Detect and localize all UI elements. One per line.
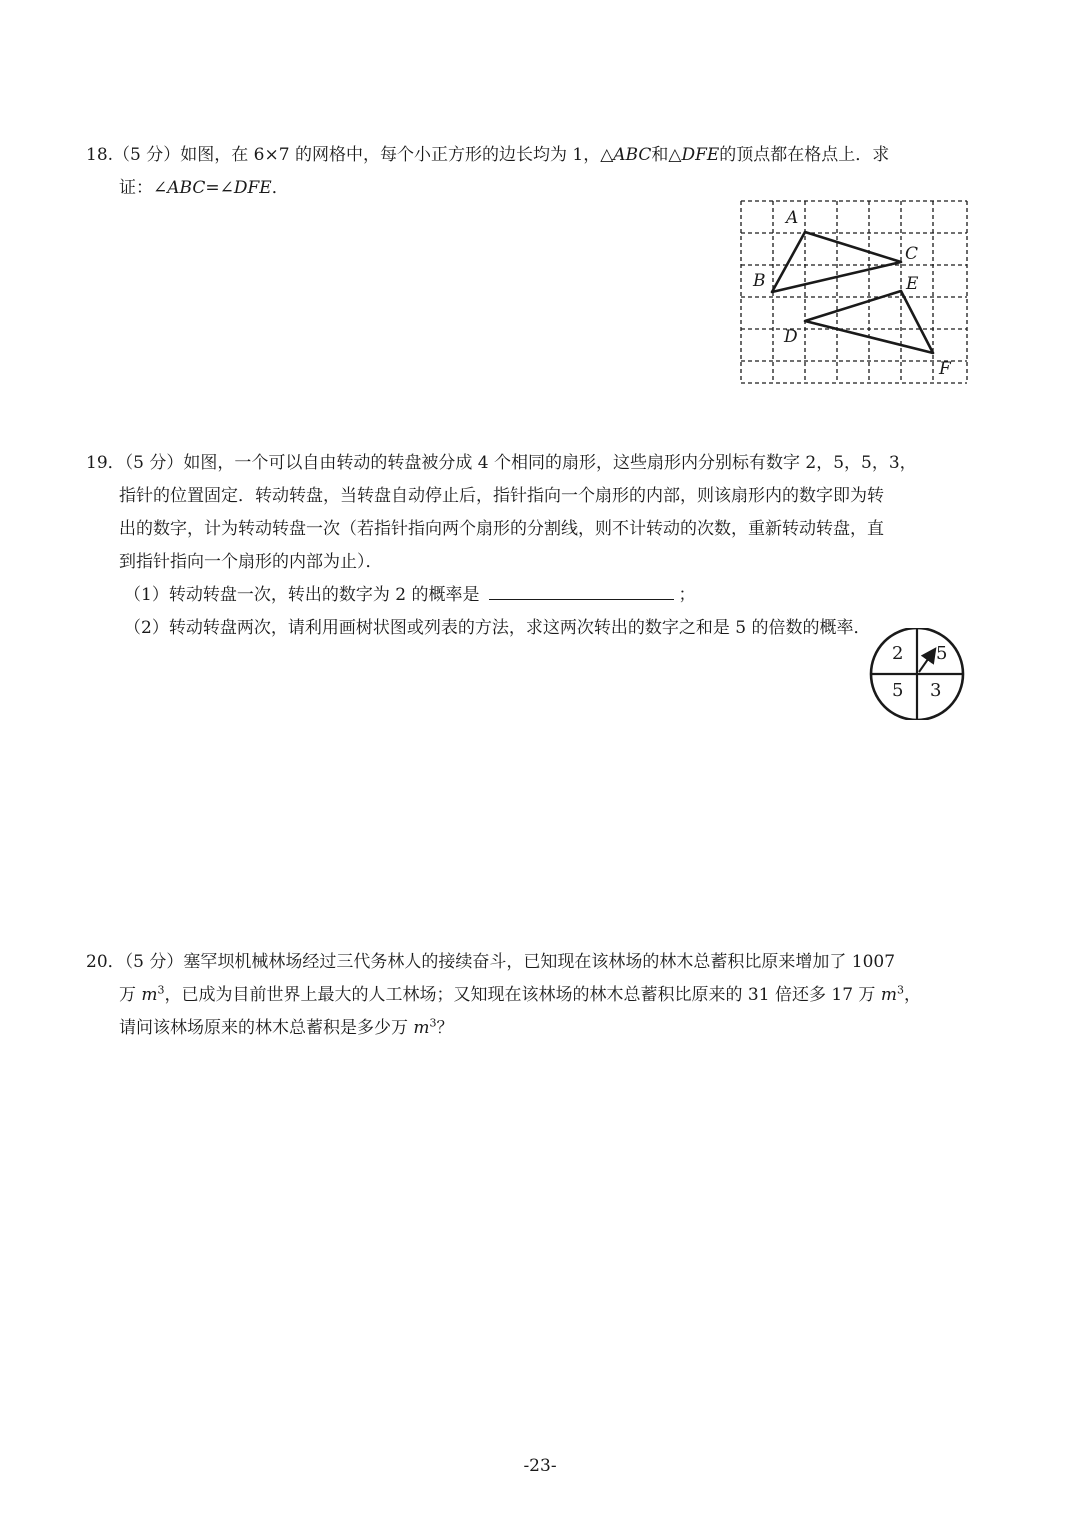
question-19 — [86, 447, 976, 645]
q19-part-1: （1）转动转盘一次，转出的数字为 2 的概率是 ； — [86, 579, 976, 612]
q19-line-4: 到指针指向一个扇形的内部为止）． — [119, 552, 383, 572]
label-b: B — [753, 271, 766, 291]
q19-part-2: （2）转动转盘两次，请利用画树状图或列表的方法，求这两次转出的数字之和是 5 的倍数的概率． — [124, 618, 871, 638]
spinner-figure — [866, 628, 968, 720]
label-d: D — [784, 327, 798, 347]
sector-bottom-right: 3 — [930, 680, 942, 701]
sector-bottom-left: 5 — [892, 680, 904, 701]
q19-line-2: 指针的位置固定．转动转盘，当转盘自动停止后，指针指向一个扇形的内部，则该扇形内的数字即为转 — [119, 486, 884, 506]
q19-line-1: 19．（5 分）如图，一个可以自由转动的转盘被分成 4 个相同的扇形，这些扇形内分别标有数字 2，5，5，3， — [86, 453, 917, 473]
q18-line-2: 证：∠ABC=∠DFE． — [119, 178, 289, 198]
label-c: C — [905, 244, 919, 264]
triangle-abc — [772, 232, 901, 292]
q20-line-3: 请问该林场原来的林木总蓄积是多少万 $m^3$？ — [119, 1016, 454, 1038]
q19-line-3: 出的数字，计为转动转盘一次（若指针指向两个扇形的分割线，则不计转动的次数，重新转动转盘，直 — [119, 519, 884, 539]
q20-line-1: 20．（5 分）塞罕坝机械林场经过三代务林人的接续奋斗，已知现在该林场的林木总蓄积比原来增加了 1007 — [86, 952, 896, 972]
sector-top-left: 2 — [892, 643, 904, 664]
spinner-pointer — [919, 652, 933, 672]
label-e: E — [906, 274, 919, 294]
sector-top-right: 5 — [936, 643, 948, 664]
question-20 — [86, 946, 976, 1045]
label-f: F — [939, 359, 951, 379]
q18-line-1: 18.（5 分）如图，在 6×7 的网格中，每个小正方形的边长均为 1，△ABC和△DFE的顶点都在格点上．求 — [86, 145, 890, 165]
q18-grid-figure — [730, 190, 980, 395]
page-number: -23- — [523, 1456, 557, 1476]
q20-line-2: 万 $m^3$，已成为目前世界上最大的人工林场；又知现在该林场的林木总蓄积比原来的 31 倍还多 17 万 $m^3$， — [119, 983, 921, 1005]
answer-blank[interactable] — [489, 579, 674, 600]
label-a: A — [786, 208, 799, 228]
